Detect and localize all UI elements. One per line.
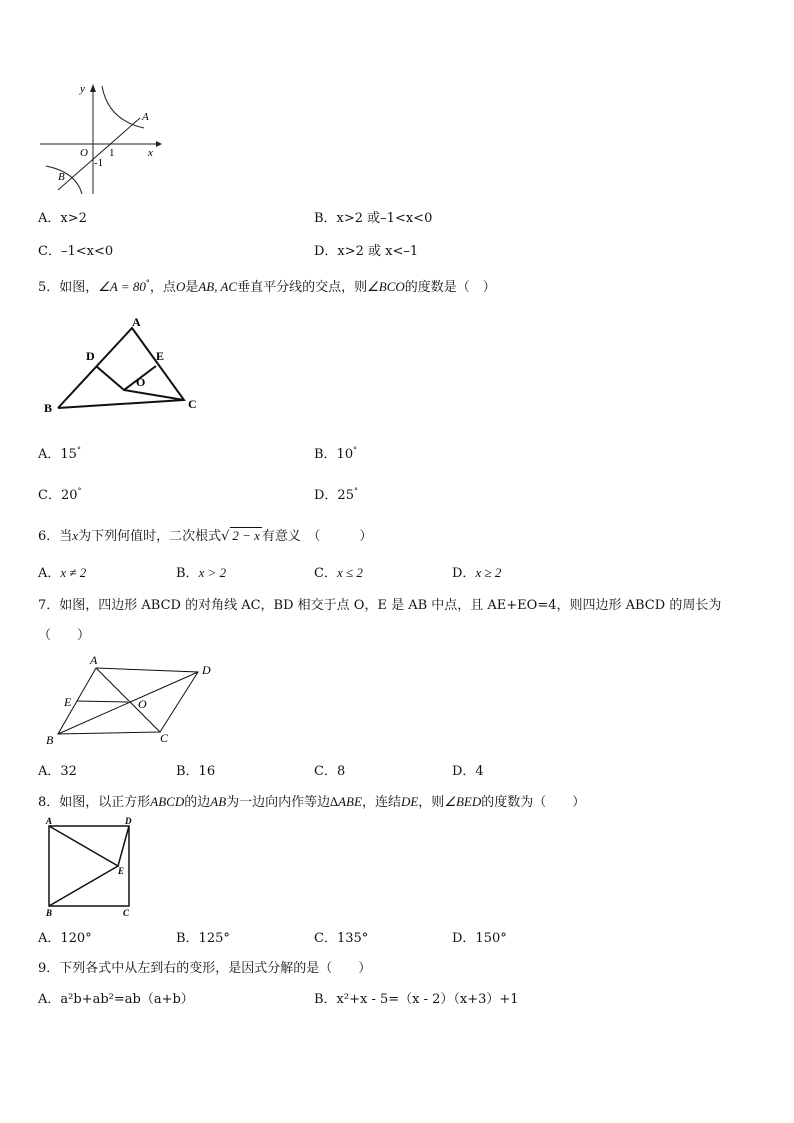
q4-option-b[interactable]: B．x>2 或–1<x<0 bbox=[314, 211, 433, 226]
q5-triangle-figure bbox=[36, 312, 206, 418]
label-d: D bbox=[202, 663, 211, 677]
point-a-label: A bbox=[142, 111, 149, 123]
x-axis-arrow bbox=[156, 141, 162, 147]
label-a: A bbox=[46, 816, 53, 826]
label-b: B bbox=[46, 733, 54, 746]
label-c: C bbox=[123, 908, 130, 918]
q8-option-a[interactable]: A．120° bbox=[38, 931, 92, 946]
q8-stem: 8．如图，以正方形ABCD的边AB为一边向内作等边∆ABE，连结DE，则∠BED的度数为（ ） bbox=[38, 794, 586, 810]
q8-square-figure bbox=[44, 814, 140, 918]
x-label: x bbox=[148, 147, 153, 159]
q7-option-d[interactable]: D．4 bbox=[452, 764, 484, 779]
point-b-label: B bbox=[58, 171, 65, 183]
q5-option-c[interactable]: C．20° bbox=[38, 486, 82, 503]
perpendicular-bisectors bbox=[96, 366, 156, 390]
q5-option-d[interactable]: D．25° bbox=[314, 486, 358, 503]
q8-option-c[interactable]: C．135° bbox=[314, 931, 369, 946]
q4-option-a[interactable]: A．x>2 bbox=[38, 211, 87, 226]
q7-parallelogram-figure bbox=[40, 650, 220, 746]
label-a: A bbox=[132, 315, 141, 329]
label-e: E bbox=[118, 866, 125, 876]
hyperbola-branch-1 bbox=[102, 86, 144, 128]
label-o: O bbox=[136, 375, 146, 389]
q4-option-c[interactable]: C．–1<x<0 bbox=[38, 244, 114, 259]
q7-option-a[interactable]: A．32 bbox=[38, 764, 77, 779]
q7-option-b[interactable]: B．16 bbox=[176, 764, 216, 779]
q7-option-c[interactable]: C．8 bbox=[314, 764, 346, 779]
label-o: O bbox=[138, 697, 147, 711]
q6-option-a[interactable]: A．x ≠ 2 bbox=[38, 565, 87, 581]
segment-de bbox=[118, 826, 129, 866]
diagonal-ac bbox=[96, 668, 160, 732]
segment-eo bbox=[77, 701, 128, 702]
y-label: y bbox=[80, 83, 85, 95]
tick-neg1-label: -1 bbox=[94, 157, 104, 169]
line-ab bbox=[58, 118, 140, 190]
q9-stem: 9．下列各式中从左到右的变形，是因式分解的是（ ） bbox=[38, 961, 372, 976]
y-axis-arrow bbox=[90, 84, 96, 92]
radicand: 2 − x bbox=[232, 528, 260, 543]
label-d: D bbox=[86, 349, 95, 363]
q9-option-a[interactable]: A．a²b+ab²=ab（a+b） bbox=[38, 992, 194, 1007]
label-d: D bbox=[125, 816, 132, 826]
q6-option-c[interactable]: C．x ≤ 2 bbox=[314, 565, 363, 581]
triangle-abe bbox=[49, 826, 118, 906]
q5-option-b[interactable]: B．10° bbox=[314, 445, 358, 462]
q5-option-a[interactable]: A．15° bbox=[38, 445, 81, 462]
q7-answer-paren: （ ） bbox=[38, 628, 91, 643]
q9-option-b[interactable]: B．x²+x - 5=（x - 2）（x+3）+1 bbox=[314, 992, 519, 1007]
q8-option-b[interactable]: B．125° bbox=[176, 931, 230, 946]
q4-option-d[interactable]: D．x>2 或 x<–1 bbox=[314, 244, 419, 259]
q6-option-b[interactable]: B．x > 2 bbox=[176, 565, 227, 581]
hyperbola-figure bbox=[36, 80, 166, 198]
q6-stem: 6．当x为下列何值时，二次根式√ 2 − x 有意义 （ ） bbox=[38, 528, 373, 544]
q6-option-d[interactable]: D．x ≥ 2 bbox=[452, 565, 502, 581]
label-b: B bbox=[44, 401, 53, 415]
diagonal-bd bbox=[58, 672, 198, 734]
label-c: C bbox=[160, 731, 169, 745]
origin-label: O bbox=[80, 147, 88, 159]
segment-oc bbox=[124, 390, 184, 400]
label-e: E bbox=[64, 695, 72, 709]
q5-stem: 5．如图，∠A = 80°，点O是AB, AC垂直平分线的交点，则∠BCO的度数是（ ） bbox=[38, 278, 496, 295]
label-e: E bbox=[156, 349, 165, 363]
q7-stem: 7．如图，四边形 ABCD 的对角线 AC，BD 相交于点 O，E 是 AB 中点，且 AE+EO=4，则四边形 ABCD 的周长为 bbox=[38, 598, 722, 613]
tick-1-label: 1 bbox=[109, 147, 115, 159]
sqrt-sign: √ bbox=[221, 529, 230, 544]
label-c: C bbox=[188, 397, 197, 411]
label-a: A bbox=[90, 653, 98, 667]
q8-option-d[interactable]: D．150° bbox=[452, 931, 507, 946]
label-b: B bbox=[46, 908, 53, 918]
